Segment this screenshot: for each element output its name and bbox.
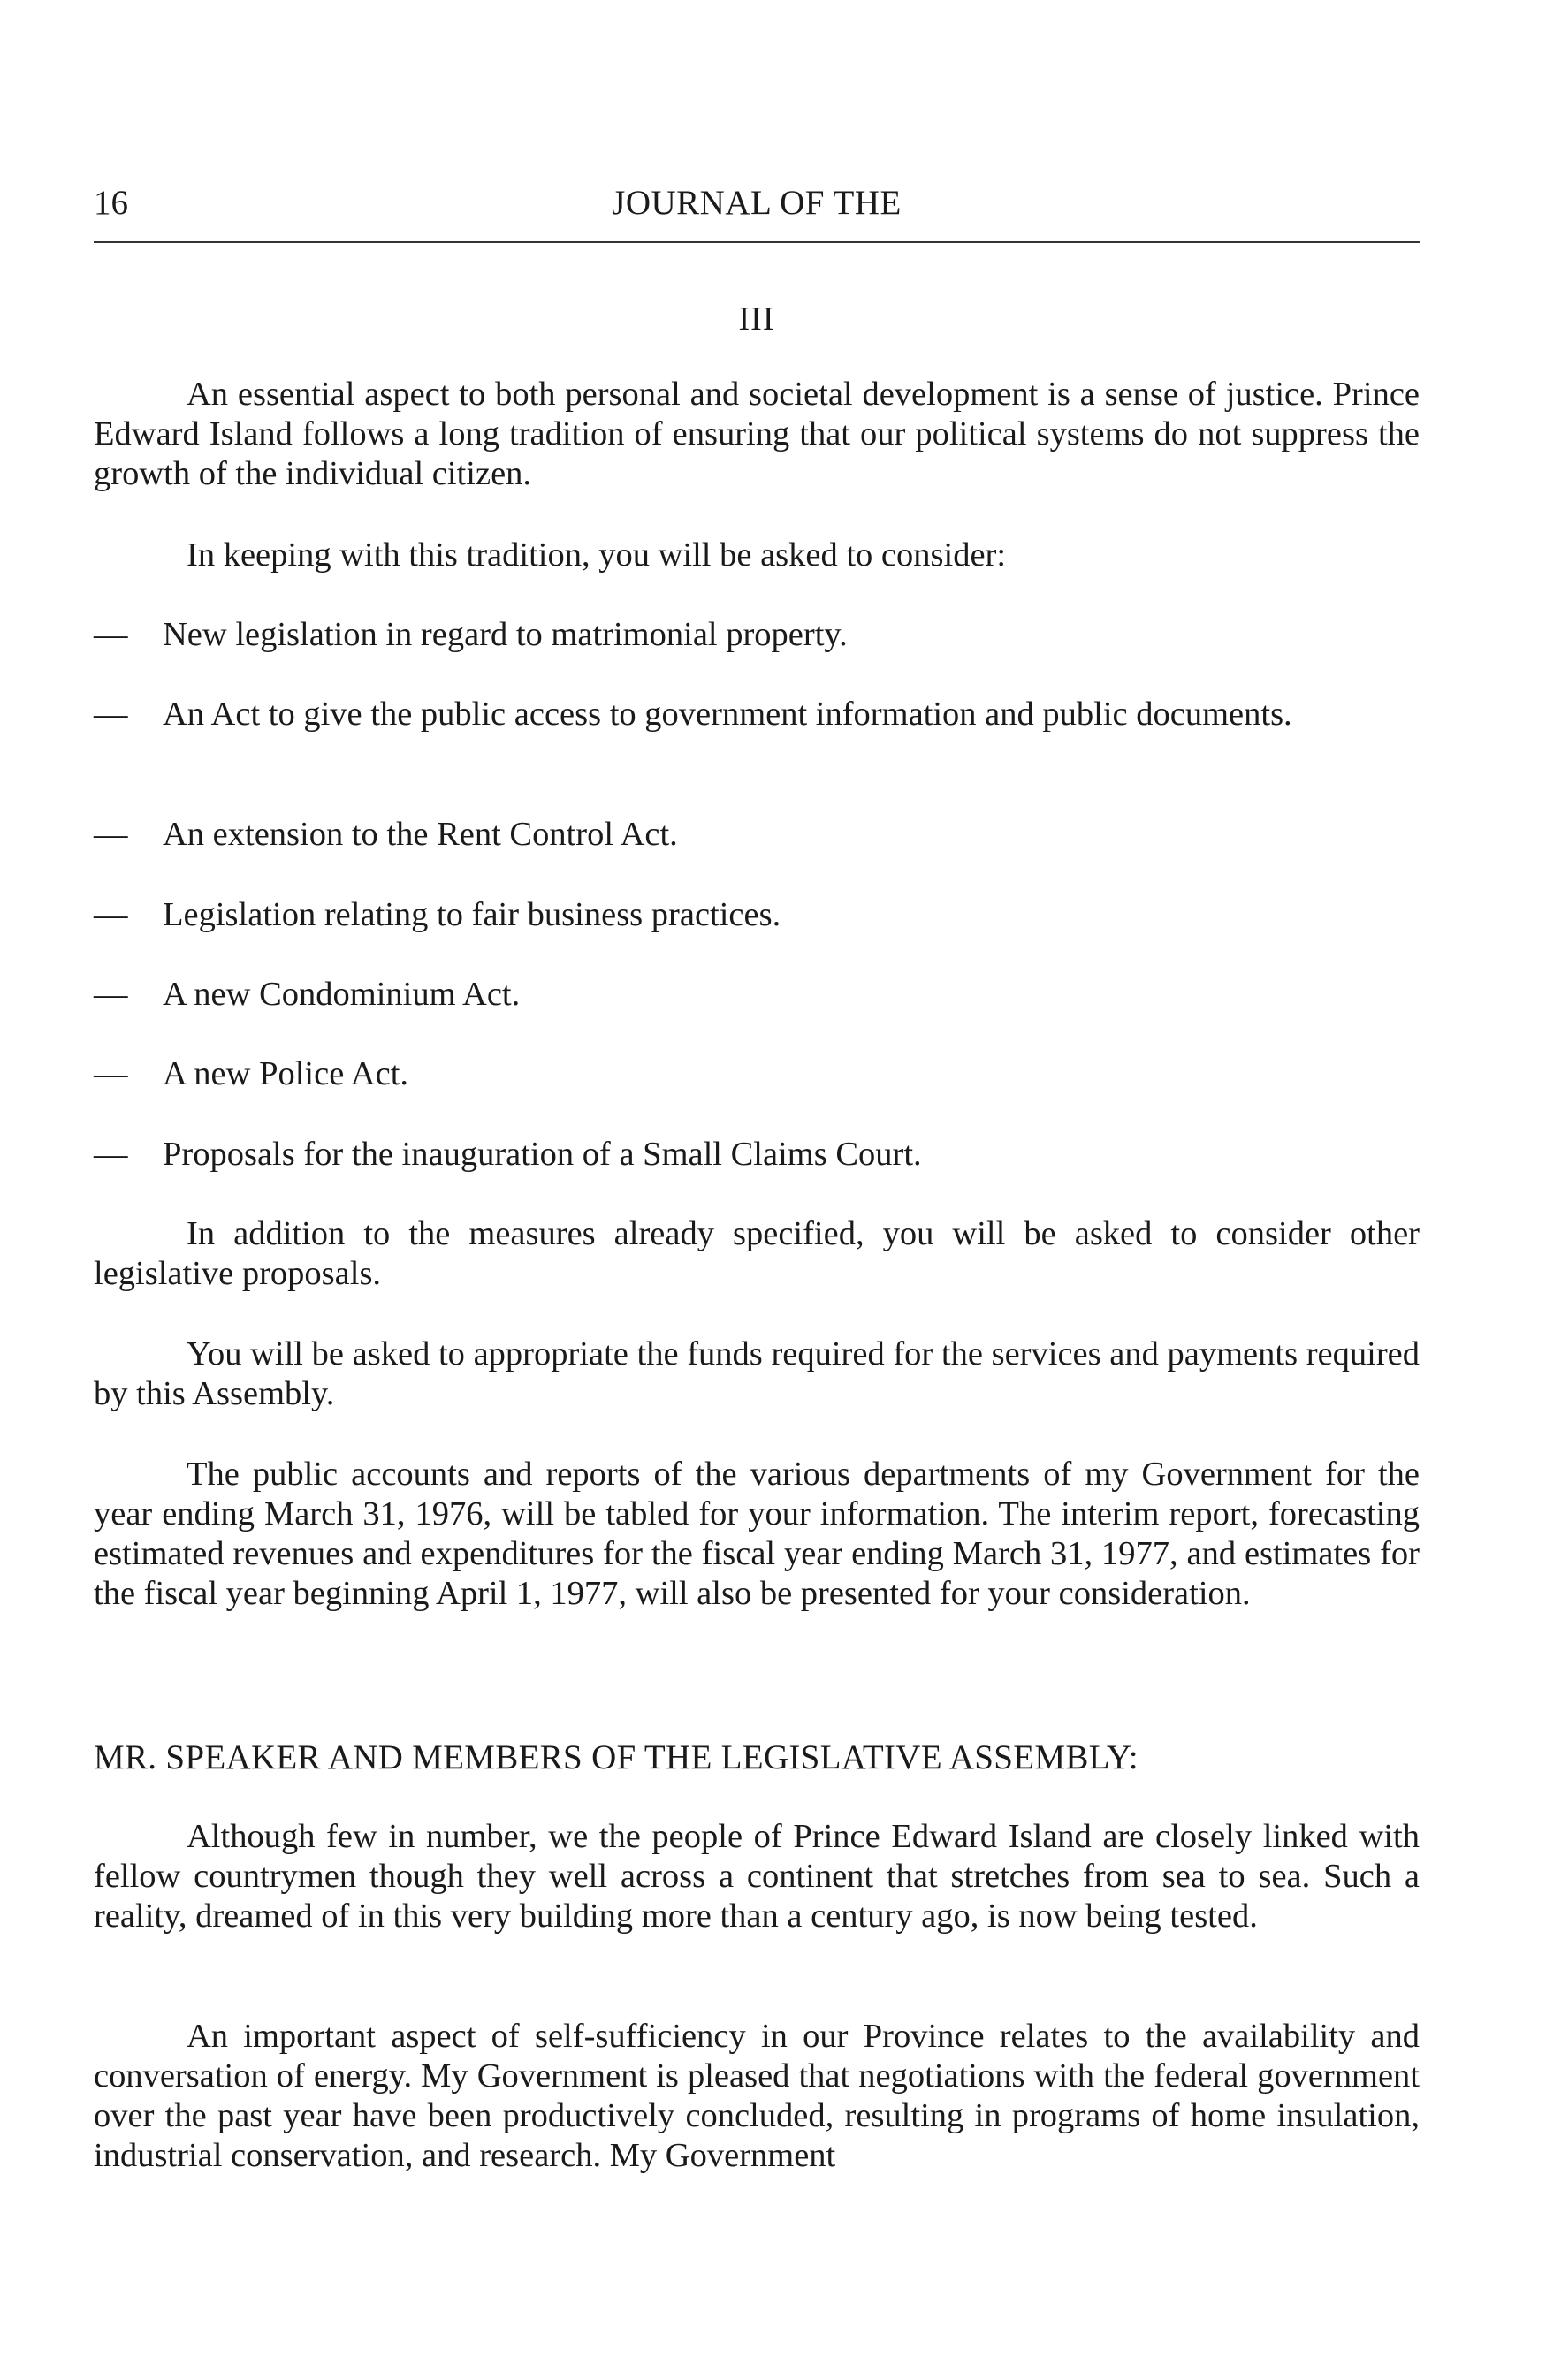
paragraph-text: The public accounts and reports of the various departments of my Government for the year ending March 31, 1976, will be tabled for your information. The interim report, forecasting estimated revenues and expenditures for the fiscal year ending March 31, 1977, and estimates for the fiscal year beginning April 1, 1977, will also be presented for your consideration. <box>94 1456 1420 1612</box>
section-numeral: III <box>738 300 775 338</box>
list-item-text: New legislation in regard to matrimonial property. <box>163 616 848 653</box>
page-header <box>94 177 1420 230</box>
list-item-text: A new Police Act. <box>163 1055 409 1092</box>
paragraph-consider-intro <box>94 536 1420 575</box>
paragraph-text: In addition to the measures already specified, you will be asked to consider other legislative proposals. <box>94 1215 1420 1292</box>
list-item-text: An Act to give the public access to government information and public documents. <box>163 696 1292 733</box>
list-dash: — <box>94 696 128 733</box>
journal-page <box>94 0 1420 2380</box>
paragraph-text: You will be asked to appropriate the funds required for the services and payments required by this Assembly. <box>94 1335 1420 1412</box>
paragraph-appropriate-funds <box>94 1334 1420 1414</box>
list-dash: — <box>94 1136 128 1173</box>
running-head: JOURNAL OF THE <box>612 184 902 222</box>
list-item-text: A new Condominium Act. <box>163 976 521 1013</box>
paragraph-fellow-countrymen <box>94 1817 1420 1936</box>
paragraph-energy <box>94 2017 1420 2176</box>
paragraph-text: An essential aspect to both personal and societal development is a sense of justice. Prince Edward Island follows a long tradition of ensuring that our political systems do not suppress the growth of the individual citizen. <box>94 376 1420 492</box>
address-heading: MR. SPEAKER AND MEMBERS OF THE LEGISLATIVE ASSEMBLY: <box>94 1738 1139 1776</box>
list-item-text: An extension to the Rent Control Act. <box>163 816 678 853</box>
list-dash: — <box>94 616 128 653</box>
paragraph-justice <box>94 375 1420 494</box>
paragraph-public-accounts <box>94 1455 1420 1614</box>
list-dash: — <box>94 896 128 933</box>
list-item-text: Proposals for the inauguration of a Small Claims Court. <box>163 1136 922 1173</box>
list-dash: — <box>94 976 128 1013</box>
list-dash: — <box>94 816 128 853</box>
page-number: 16 <box>94 184 128 222</box>
list-dash: — <box>94 1055 128 1092</box>
paragraph-text: In keeping with this tradition, you will be asked to consider: <box>187 536 1007 574</box>
paragraph-other-proposals <box>94 1214 1420 1294</box>
header-rule <box>94 241 1420 243</box>
list-item-text: Legislation relating to fair business practices. <box>163 896 781 933</box>
paragraph-text: Although few in number, we the people of Prince Edward Island are closely linked with fellow countrymen though they well across a continent that stretches from sea to sea. Such a reality, dreamed of in this very building more than a century ago, is now being tested. <box>94 1818 1420 1935</box>
paragraph-text: An important aspect of self-sufficiency in our Province relates to the availability and conversation of energy. My Government is pleased that negotiations with the federal government over the past year have been productively concluded, resulting in programs of home insulation, industrial conservation, and research. My Government <box>94 2018 1420 2174</box>
